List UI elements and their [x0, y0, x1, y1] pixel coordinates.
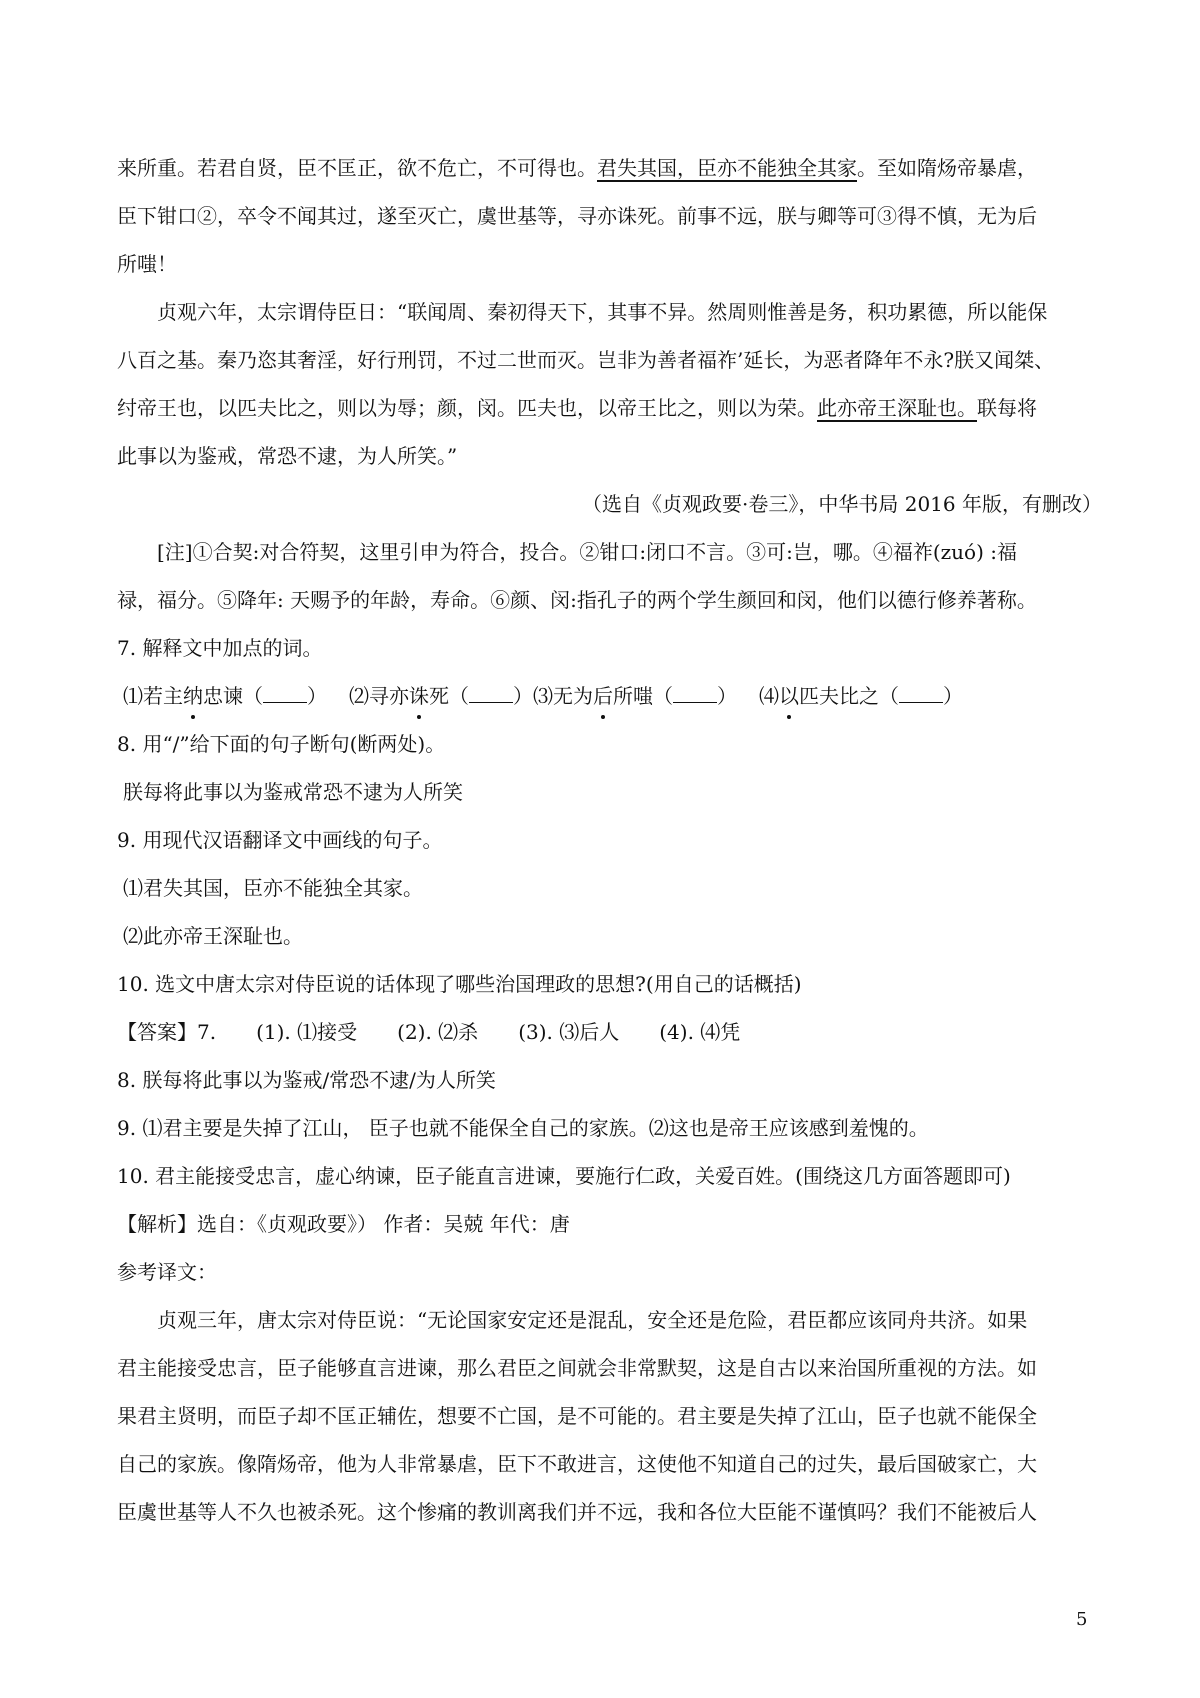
notes-line: 禄，福分。⑤降年: 天赐予的年龄，寿命。⑥颜、闵:指孔子的两个学生颜回和闵，他们以德行修养著称。 [117, 588, 1037, 612]
answer-7-part: (4). ⑷凭 [659, 1020, 741, 1044]
analysis: 【解析】选自：《贞观政要》） 作者：吴兢 年代：唐 [117, 1212, 570, 1236]
notes-line: [注]①合契:对合符契，这里引申为符合，投合。②钳口:闭口不言。③可:岂，哪。④福祚(zuó) :福 [157, 540, 1017, 564]
answer-7-part: (3). ⑶后人 [518, 1020, 620, 1044]
document-body [117, 148, 1102, 1540]
dotted-word: 以 [779, 676, 799, 716]
answer-label: 【答案】 [117, 1020, 197, 1044]
dotted-word: 纳 [183, 676, 203, 716]
answer-blank [469, 680, 513, 703]
passage-text: 。至如隋炀帝暴虐， [857, 156, 1037, 180]
answer-8: 8. 朕每将此事以为鉴戒/常恐不逮/为人所笑 [117, 1068, 496, 1092]
dotted-word: 诛 [409, 676, 429, 716]
question-9-title: 9. 用现代汉语翻译文中画线的句子。 [117, 828, 443, 852]
translation-line: 君主能接受忠言，臣子能够直言进谏，那么君臣之间就会非常默契，这是自古以来治国所重视的方法。如 [117, 1356, 1037, 1380]
question-9-item-2: ⑵此亦帝王深耻也。 [123, 924, 303, 948]
answer-blank [899, 680, 943, 703]
answer-9: 9. ⑴君主要是失掉了江山， 臣子也就不能保全自己的家族。⑵这也是帝王应该感到羞愧的。 [117, 1116, 929, 1140]
passage-text: 来所重。若君自贤，臣不匡正，欲不危亡，不可得也。 [117, 156, 597, 180]
answer-7: 【答案】7. (1). ⑴接受 (2). ⑵杀 (3). ⑶后人 (4). ⑷凭 [117, 1020, 741, 1044]
passage-line [117, 388, 1102, 428]
translation-line: 贞观三年，唐太宗对侍臣说：“无论国家安定还是混乱，安全还是危险，君臣都应该同舟共济。如果 [157, 1308, 1028, 1332]
passage-text: 纣帝王也，以匹夫比之，则以为辱；颜，闵。匹夫也，以帝王比之，则以为荣。 [117, 396, 817, 420]
passage-line: 贞观六年，太宗谓侍臣日：“联闻周、秦初得天下，其事不异。然周则惟善是务，积功累德，所以能保 [157, 300, 1048, 324]
answer-10: 10. 君主能接受忠言，虚心纳谏，臣子能直言进谏，要施行仁政，关爱百姓。(围绕这几方面答题即可) [117, 1164, 1011, 1188]
answer-blank [263, 680, 307, 703]
passage-line [117, 148, 1102, 188]
analysis-label: 【解析】 [117, 1212, 197, 1236]
question-8-sentence: 朕每将此事以为鉴戒常恐不逮为人所笑 [123, 780, 463, 804]
question-8-title: 8. 用“/”给下面的句子断句(断两处)。 [117, 732, 446, 756]
underlined-sentence-2: 此亦帝王深耻也。 [817, 396, 977, 420]
question-7-title: 7. 解释文中加点的词。 [117, 636, 323, 660]
page-number: 5 [1076, 1609, 1088, 1630]
passage-line: 此事以为鉴戒，常恐不逮，为人所笑。” [117, 444, 458, 468]
translation-line: 自己的家族。像隋炀帝，他为人非常暴虐，臣下不敢进言，这使他不知道自己的过失，最后国破家亡，大 [117, 1452, 1037, 1476]
passage-line: 八百之基。秦乃恣其奢淫，好行刑罚，不过二世而灭。岂非为善者福祚’延长，为恶者降年不永?朕又闻桀、 [117, 348, 1055, 372]
passage-text: 联每将 [977, 396, 1037, 420]
q7-item-3: ⑶无为后所嗤（ ） [533, 684, 737, 708]
answer-7-part: (1). ⑴接受 [256, 1020, 358, 1044]
question-7-items [117, 676, 1102, 716]
q7-item-1: ⑴若主纳忠谏（ ） [123, 684, 327, 708]
dotted-word: 后 [593, 676, 613, 716]
passage-line: 所嗤！ [117, 252, 177, 276]
passage-line: 臣下钳口②，卒令不闻其过，遂至灭亡，虞世基等，寻亦诛死。前事不远，朕与卿等可③得不慎，无为后 [117, 204, 1037, 228]
q7-item-4: ⑷以匹夫比之（ ） [759, 684, 963, 708]
question-9-item-1: ⑴君失其国，臣亦不能独全其家。 [123, 876, 423, 900]
underlined-sentence-1: 君失其国，臣亦不能独全其家 [597, 156, 857, 180]
reference-translation-label: 参考译文： [117, 1260, 217, 1284]
q7-item-2: ⑵寻亦诛死（ ） [349, 684, 533, 708]
translation-line: 臣虞世基等人不久也被杀死。这个惨痛的教训离我们并不远，我和各位大臣能不谨慎吗？我们不能被后人 [117, 1500, 1037, 1524]
translation-line: 果君主贤明，而臣子却不匡正辅佐，想要不亡国，是不可能的。君主要是失掉了江山，臣子也就不能保全 [117, 1404, 1037, 1428]
source-citation: （选自《贞观政要·卷三》，中华书局 2016 年版，有删改） [582, 492, 1102, 516]
question-10-title: 10. 选文中唐太宗对侍臣说的话体现了哪些治国理政的思想?(用自己的话概括) [117, 972, 802, 996]
answer-blank [673, 680, 717, 703]
answer-7-part: (2). ⑵杀 [397, 1020, 479, 1044]
